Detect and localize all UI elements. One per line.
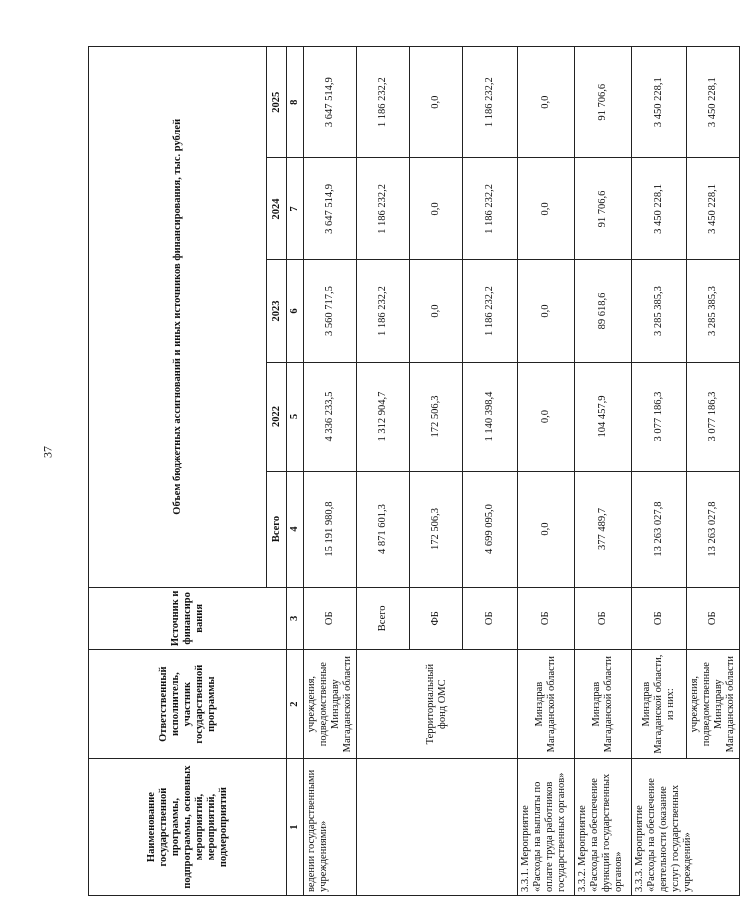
- row-value: 1 186 232,2: [463, 260, 518, 362]
- row-name: ведении государственными учреждениями»: [304, 759, 357, 896]
- row-value: 3 077 186,3: [687, 362, 740, 471]
- row-value: 3 560 717,5: [304, 260, 357, 362]
- table-row: [632, 47, 687, 896]
- row-source: ОБ: [687, 587, 740, 650]
- row-name: 3.3.3. Мероприятие «Расходы на обеспечение деятельности (оказание услуг) государственных учреждений»: [632, 759, 740, 896]
- header-year: Всего: [267, 471, 287, 587]
- row-value: 0,0: [410, 158, 463, 260]
- header-year: 2025: [267, 47, 287, 158]
- row-value: 1 186 232,2: [463, 158, 518, 260]
- row-value: 3 450 228,1: [687, 47, 740, 158]
- row-executor: Минздрав Магаданской области, из них:: [632, 650, 687, 759]
- row-value: 0,0: [518, 158, 575, 260]
- header-number: 4: [287, 471, 304, 587]
- row-value: 1 140 398,4: [463, 362, 518, 471]
- row-value: 91 706,6: [575, 158, 632, 260]
- row-value: 0,0: [518, 260, 575, 362]
- header-number: 6: [287, 260, 304, 362]
- row-executor: Минздрав Магаданской области: [518, 650, 575, 759]
- header-source: Источник и финансиро вания: [89, 587, 287, 650]
- header-executor: Ответственный исполнитель, участник государственной программы: [89, 650, 287, 759]
- header-year: 2022: [267, 362, 287, 471]
- row-value: 3 285 385,3: [632, 260, 687, 362]
- row-value: 0,0: [518, 362, 575, 471]
- row-value: 4 871 601,3: [357, 471, 410, 587]
- row-value: 3 077 186,3: [632, 362, 687, 471]
- row-executor: Территориальный фонд ОМС: [357, 650, 518, 759]
- row-value: 13 263 027,8: [687, 471, 740, 587]
- row-source: ОБ: [304, 587, 357, 650]
- row-executor: учреждения, подведомственные Минздраву Магаданской области: [304, 650, 357, 759]
- row-value: 0,0: [410, 260, 463, 362]
- row-value: 4 699 095,0: [463, 471, 518, 587]
- table-row: [304, 47, 357, 896]
- header-year: 2023: [267, 260, 287, 362]
- row-source: ОБ: [463, 587, 518, 650]
- row-value: 3 450 228,1: [632, 47, 687, 158]
- row-name: 3.3.2. Мероприятие «Расходы на обеспечение функций государственных органов»: [575, 759, 632, 896]
- header-number: 5: [287, 362, 304, 471]
- header-number: 8: [287, 47, 304, 158]
- row-value: 1 312 904,7: [357, 362, 410, 471]
- header-number: 3: [287, 587, 304, 650]
- row-source: ОБ: [575, 587, 632, 650]
- row-value: 3 647 514,9: [304, 47, 357, 158]
- row-value: 89 618,6: [575, 260, 632, 362]
- header-year: 2024: [267, 158, 287, 260]
- row-value: 15 191 980,8: [304, 471, 357, 587]
- row-name: 3.3.1. Мероприятие «Расходы на выплаты по оплате труда работников государственных органов»: [518, 759, 575, 896]
- table-row: [357, 47, 410, 896]
- row-source: ФБ: [410, 587, 463, 650]
- header-number: 7: [287, 158, 304, 260]
- header-budget-group: Объем бюджетных ассигнований и иных источников финансирования, тыс. рублей: [89, 47, 267, 588]
- row-value: 91 706,6: [575, 47, 632, 158]
- row-value: 0,0: [518, 47, 575, 158]
- row-value: 0,0: [518, 471, 575, 587]
- row-source: Всего: [357, 587, 410, 650]
- table-row: [575, 47, 632, 896]
- row-value: 172 506,3: [410, 471, 463, 587]
- row-value: 13 263 027,8: [632, 471, 687, 587]
- row-value: 104 457,9: [575, 362, 632, 471]
- row-value: 4 336 233,5: [304, 362, 357, 471]
- row-executor: учреждения, подведомственные Минздраву Магаданской области: [687, 650, 740, 759]
- row-value: 3 450 228,1: [632, 158, 687, 260]
- row-value: 1 186 232,2: [357, 158, 410, 260]
- row-source: ОБ: [632, 587, 687, 650]
- rotated-sheet: [88, 46, 736, 896]
- row-executor: Минздрав Магаданской области: [575, 650, 632, 759]
- budget-table: [88, 46, 740, 896]
- row-name: [357, 759, 518, 896]
- page-number: 37: [40, 446, 55, 458]
- row-value: 172 506,3: [410, 362, 463, 471]
- row-value: 1 186 232,2: [463, 47, 518, 158]
- row-value: 1 186 232,2: [357, 260, 410, 362]
- row-value: 3 647 514,9: [304, 158, 357, 260]
- header-name: Наименование государственной программы, подпрограммы, основных мероприятий, мероприятий, подмероприятий: [89, 759, 287, 896]
- row-value: 3 450 228,1: [687, 158, 740, 260]
- header-number: 2: [287, 650, 304, 759]
- row-value: 3 285 385,3: [687, 260, 740, 362]
- row-value: 377 489,7: [575, 471, 632, 587]
- row-source: ОБ: [518, 587, 575, 650]
- header-number: 1: [287, 759, 304, 896]
- row-value: 0,0: [410, 47, 463, 158]
- row-value: 1 186 232,2: [357, 47, 410, 158]
- table-row: [518, 47, 575, 896]
